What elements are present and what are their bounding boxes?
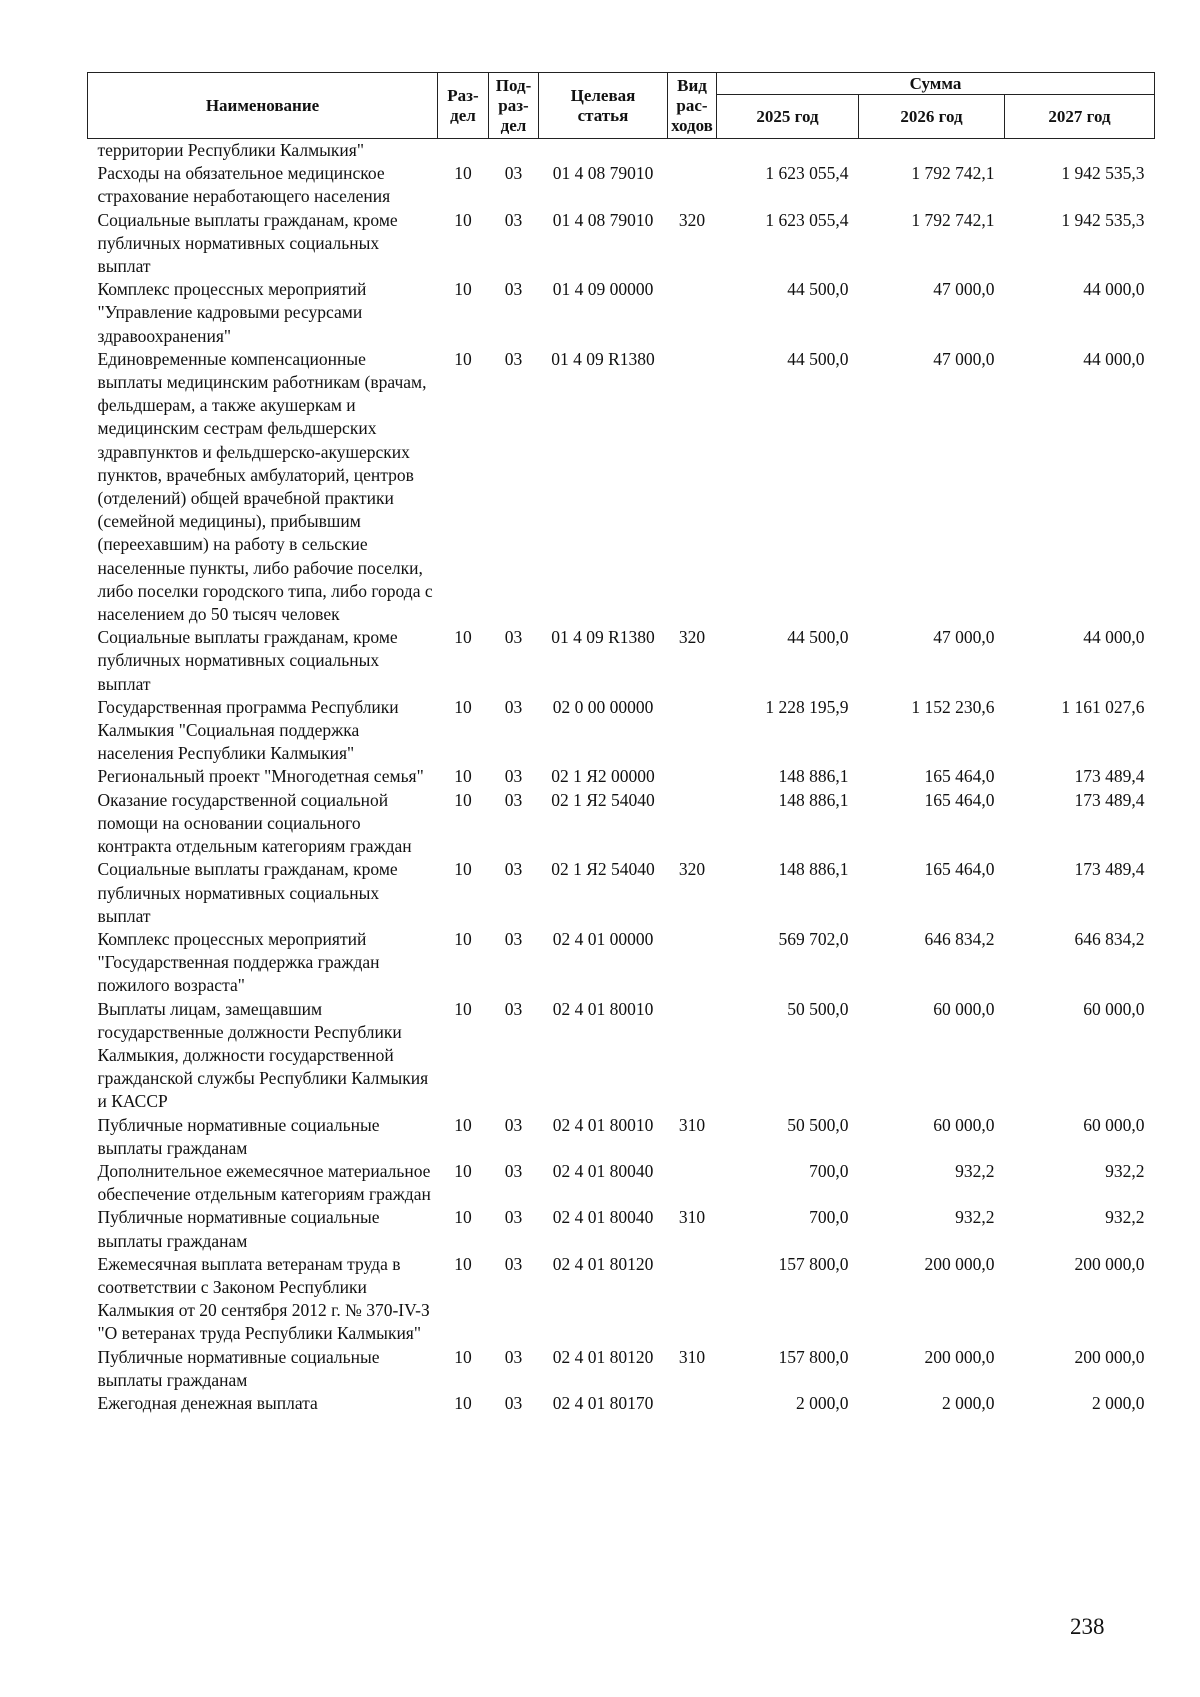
cell-vid: [668, 139, 717, 163]
cell-2025: 50 500,0: [787, 1114, 849, 1135]
cell-vid: [668, 278, 717, 348]
table-row: [88, 1114, 1155, 1160]
cell-podrazdel: 03: [504, 1346, 523, 1367]
cell-2027: 200 000,0: [1074, 1253, 1145, 1274]
cell-podrazdel: 03: [504, 766, 523, 787]
table-row: [88, 1206, 1155, 1252]
cell-name: Социальные выплаты гражданам, кроме публичных нормативных социальных выплат: [97, 859, 398, 926]
cell-target: 02 4 01 80120: [552, 1346, 654, 1367]
table-row: [88, 789, 1155, 859]
cell-2027: [1005, 139, 1155, 163]
cell-vid: [668, 1392, 717, 1415]
cell-2026: 2 000,0: [942, 1392, 995, 1413]
cell-name: территории Республики Калмыкия": [97, 140, 364, 160]
cell-target: [539, 139, 668, 163]
cell-name: Публичные нормативные социальные выплаты гражданам: [97, 1207, 380, 1251]
cell-2025: 2 000,0: [796, 1392, 849, 1413]
cell-podrazdel: [489, 139, 539, 163]
cell-razdel: 10: [454, 766, 472, 787]
cell-podrazdel: 03: [504, 928, 523, 949]
cell-2026: 165 464,0: [924, 766, 995, 787]
cell-2025: 148 886,1: [778, 789, 849, 810]
cell-2026: 60 000,0: [933, 1114, 995, 1135]
cell-podrazdel: 03: [504, 163, 523, 184]
cell-target: 02 4 01 00000: [552, 928, 654, 949]
cell-2025: 569 702,0: [778, 928, 849, 949]
cell-2025: 157 800,0: [778, 1253, 849, 1274]
cell-vid: [668, 162, 717, 208]
header-razdel: Раз- дел: [438, 73, 489, 139]
table-row: [88, 998, 1155, 1114]
cell-razdel: 10: [454, 1160, 472, 1181]
cell-name: Единовременные компенсационные выплаты медицинским работникам (врачам, фельдшерам, а также акушеркам и медицинским сестрам фельдшерских здравпунктов и фельдшерско-акушерских пунктов, врачебных амбулаторий, центров (отделений) общей врачебной практики (семейной медицины), прибывшим (переехавшим) на работу в сельские населенные пункты, либо рабочие поселки, либо поселки городского типа, либо города с населением до 50 тысяч человек: [97, 348, 433, 625]
cell-razdel: 10: [454, 163, 472, 184]
table-header: [88, 73, 1155, 139]
cell-target: 02 1 Я2 54040: [551, 859, 655, 880]
cell-2025: 157 800,0: [778, 1346, 849, 1367]
cell-razdel: 10: [454, 1253, 472, 1274]
cell-vid: [668, 1160, 717, 1206]
cell-target: 02 0 00 00000: [552, 696, 654, 717]
table-row: [88, 162, 1155, 208]
cell-razdel: 10: [454, 209, 472, 230]
cell-2025: 50 500,0: [787, 998, 849, 1019]
cell-podrazdel: 03: [504, 859, 523, 880]
cell-2027: 173 489,4: [1074, 859, 1145, 880]
cell-2027: 1 942 535,3: [1061, 209, 1145, 230]
header-podrazdel: Под- раз- дел: [489, 73, 539, 139]
cell-razdel: 10: [454, 348, 472, 369]
table-row: [88, 1160, 1155, 1206]
cell-razdel: [438, 139, 489, 163]
cell-podrazdel: 03: [504, 209, 523, 230]
cell-2026: 47 000,0: [933, 279, 995, 300]
cell-podrazdel: 03: [504, 1253, 523, 1274]
cell-name: Ежемесячная выплата ветеранам труда в соответствии с Законом Республики Калмыкия от 20 сентября 2012 г. № 370-IV-З "О ветеранах труда Республики Калмыкия": [97, 1253, 430, 1344]
table-row: [88, 1392, 1155, 1415]
cell-name: Публичные нормативные социальные выплаты гражданам: [97, 1346, 380, 1390]
cell-target: 02 4 01 80040: [552, 1160, 654, 1181]
header-sum: Сумма: [717, 73, 1155, 95]
cell-2027: 1 161 027,6: [1061, 696, 1145, 717]
cell-2027: 646 834,2: [1074, 928, 1145, 949]
cell-2026: 932,2: [955, 1160, 995, 1181]
cell-target: 02 4 01 80120: [552, 1253, 654, 1274]
budget-document: [87, 72, 1154, 1415]
header-year-2025: 2025 год: [717, 95, 859, 139]
cell-vid: [668, 765, 717, 788]
cell-2027: 60 000,0: [1083, 1114, 1145, 1135]
table-row: [88, 626, 1155, 696]
cell-target: 02 4 01 80170: [552, 1392, 654, 1413]
cell-name: Социальные выплаты гражданам, кроме публичных нормативных социальных выплат: [97, 209, 398, 277]
cell-name: Расходы на обязательное медицинское страхование неработающего населения: [97, 163, 391, 207]
cell-name: Комплекс процессных мероприятий "Государственная поддержка граждан пожилого возраста": [97, 928, 380, 996]
cell-2025: 148 886,1: [778, 766, 849, 787]
cell-2025: [717, 139, 859, 163]
cell-podrazdel: 03: [504, 627, 523, 648]
cell-razdel: 10: [454, 627, 472, 648]
header-name: Наименование: [88, 73, 438, 139]
cell-name: Выплаты лицам, замещавшим государственные должности Республики Калмыкия, должности государственной гражданской службы Республики Калмыкия и КАССР: [97, 998, 429, 1112]
table-row: [88, 209, 1155, 279]
cell-razdel: 10: [454, 928, 472, 949]
cell-vid: [668, 696, 717, 766]
cell-2026: 165 464,0: [924, 859, 995, 880]
cell-vid: 320: [678, 627, 706, 648]
cell-razdel: 10: [454, 1114, 472, 1135]
cell-2025: 44 500,0: [787, 627, 849, 648]
cell-vid: [668, 998, 717, 1114]
cell-name: Комплекс процессных мероприятий "Управление кадровыми ресурсами здравоохранения": [97, 279, 367, 346]
cell-name: Региональный проект "Многодетная семья": [97, 766, 424, 787]
cell-2026: 60 000,0: [933, 998, 995, 1019]
cell-2026: 200 000,0: [924, 1253, 995, 1274]
cell-target: 01 4 09 R1380: [551, 627, 655, 648]
table-row: [88, 765, 1155, 788]
cell-2025: 148 886,1: [778, 859, 849, 880]
cell-2026: 1 792 742,1: [911, 209, 995, 230]
cell-2025: 700,0: [809, 1207, 849, 1228]
cell-podrazdel: 03: [504, 1160, 523, 1181]
table-row: [88, 696, 1155, 766]
cell-2025: 700,0: [809, 1160, 849, 1181]
cell-2025: 44 500,0: [787, 279, 849, 300]
cell-vid: 320: [678, 209, 706, 230]
cell-target: 02 1 Я2 54040: [551, 789, 655, 810]
table-row: [88, 139, 1155, 163]
cell-2026: [859, 139, 1005, 163]
cell-vid: [668, 348, 717, 626]
cell-2027: 932,2: [1105, 1207, 1145, 1228]
cell-name: Оказание государственной социальной помощи на основании социального контракта отдельным категориям граждан: [97, 789, 412, 857]
cell-razdel: 10: [454, 1392, 472, 1413]
cell-razdel: 10: [454, 998, 472, 1019]
cell-2026: 200 000,0: [924, 1346, 995, 1367]
cell-2025: 1 623 055,4: [765, 209, 849, 230]
cell-name: Публичные нормативные социальные выплаты гражданам: [97, 1114, 380, 1158]
header-target: Целевая статья: [539, 73, 668, 139]
cell-2026: 47 000,0: [933, 627, 995, 648]
cell-2027: 44 000,0: [1083, 348, 1145, 369]
cell-podrazdel: 03: [504, 696, 523, 717]
cell-name: Социальные выплаты гражданам, кроме публичных нормативных социальных выплат: [97, 627, 398, 694]
cell-vid: [668, 789, 717, 859]
cell-target: 02 1 Я2 00000: [551, 766, 655, 787]
cell-2027: 173 489,4: [1074, 789, 1145, 810]
cell-target: 01 4 08 79010: [552, 209, 654, 230]
cell-target: 02 4 01 80010: [552, 1114, 654, 1135]
table-body: [88, 139, 1155, 1416]
cell-2026: 932,2: [955, 1207, 995, 1228]
cell-podrazdel: 03: [504, 789, 523, 810]
cell-2027: 1 942 535,3: [1061, 163, 1145, 184]
cell-name: Государственная программа Республики Калмыкия "Социальная поддержка населения Республики Калмыкия": [97, 696, 399, 764]
cell-razdel: 10: [454, 859, 472, 880]
cell-podrazdel: 03: [504, 348, 523, 369]
cell-podrazdel: 03: [504, 279, 523, 300]
cell-vid: 310: [678, 1207, 706, 1228]
cell-2026: 47 000,0: [933, 348, 995, 369]
cell-podrazdel: 03: [504, 1392, 523, 1413]
cell-razdel: 10: [454, 1346, 472, 1367]
cell-vid: 320: [678, 859, 706, 880]
cell-2025: 1 623 055,4: [765, 163, 849, 184]
cell-name: Дополнительное ежемесячное материальное обеспечение отдельным категориям граждан: [97, 1160, 431, 1205]
cell-razdel: 10: [454, 789, 472, 810]
cell-podrazdel: 03: [504, 998, 523, 1019]
cell-target: 01 4 08 79010: [552, 163, 654, 184]
table-row: [88, 1346, 1155, 1392]
cell-vid: 310: [678, 1346, 706, 1367]
cell-2027: 200 000,0: [1074, 1346, 1145, 1367]
cell-razdel: 10: [454, 1207, 472, 1228]
table-row: [88, 928, 1155, 998]
page-number: 238: [1070, 1614, 1105, 1639]
cell-vid: [668, 1253, 717, 1346]
cell-razdel: 10: [454, 696, 472, 717]
header-vid: Вид рас- ходов: [668, 73, 717, 139]
cell-2026: 1 792 742,1: [911, 163, 995, 184]
cell-vid: 310: [678, 1114, 706, 1135]
cell-podrazdel: 03: [504, 1114, 523, 1135]
cell-2027: 60 000,0: [1083, 998, 1145, 1019]
cell-target: 01 4 09 00000: [552, 279, 654, 300]
cell-podrazdel: 03: [504, 1207, 523, 1228]
cell-name: Ежегодная денежная выплата: [97, 1392, 318, 1413]
header-year-2027: 2027 год: [1005, 95, 1155, 139]
cell-2027: 44 000,0: [1083, 627, 1145, 648]
cell-vid: [668, 928, 717, 998]
cell-2027: 932,2: [1105, 1160, 1145, 1181]
table-row: [88, 348, 1155, 626]
budget-table: [87, 72, 1155, 1415]
cell-2027: 2 000,0: [1092, 1392, 1145, 1413]
header-year-2026: 2026 год: [859, 95, 1005, 139]
cell-razdel: 10: [454, 279, 472, 300]
cell-target: 02 4 01 80040: [552, 1207, 654, 1228]
cell-2026: 646 834,2: [924, 928, 995, 949]
table-row: [88, 1253, 1155, 1346]
cell-2025: 1 228 195,9: [765, 696, 849, 717]
table-row: [88, 278, 1155, 348]
cell-2025: 44 500,0: [787, 348, 849, 369]
cell-target: 02 4 01 80010: [552, 998, 654, 1019]
cell-2027: 44 000,0: [1083, 279, 1145, 300]
cell-2026: 165 464,0: [924, 789, 995, 810]
cell-2027: 173 489,4: [1074, 766, 1145, 787]
table-row: [88, 858, 1155, 928]
cell-2026: 1 152 230,6: [911, 696, 995, 717]
cell-target: 01 4 09 R1380: [551, 348, 655, 369]
